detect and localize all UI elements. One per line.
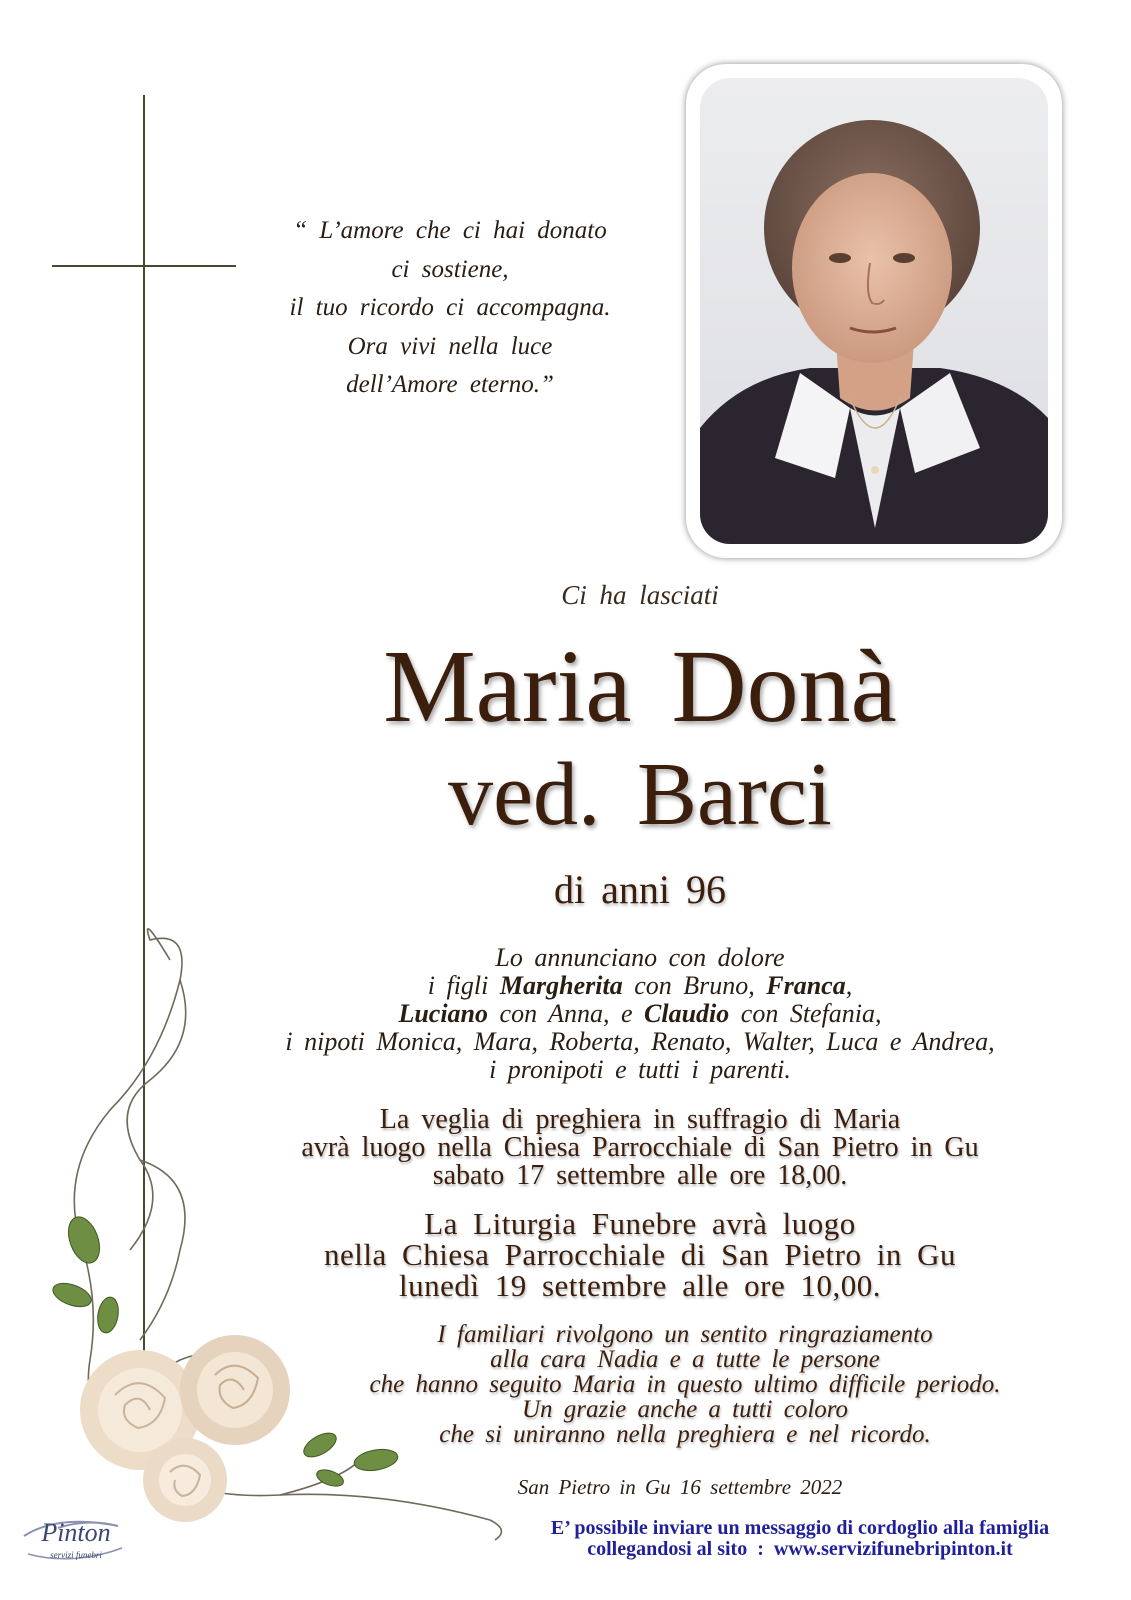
funeral-line: La Liturgia Funebre avrà luogo <box>424 1206 856 1241</box>
announcement-line: Lo annunciano con dolore <box>495 943 785 972</box>
deceased-surname-married: ved. Barci <box>448 745 832 844</box>
child-name: Franca <box>766 971 846 1000</box>
child-name: Margherita <box>499 971 623 1000</box>
quote-line: Ora vivi nella luce <box>347 332 553 360</box>
logo-name: Pinton <box>41 1518 111 1547</box>
vigil-line: La veglia di preghiera in suffragio di Maria <box>379 1104 901 1135</box>
quote-line: ci sostiene, <box>391 255 509 283</box>
funeral-line: nella Chiesa Parrocchiale di San Pietro in Gu <box>324 1237 956 1272</box>
footer-line: E’ possibile inviare un messaggio di cordoglio alla famiglia <box>550 1517 1050 1539</box>
text: con Anna, e <box>488 999 645 1028</box>
announcement-line: i nipoti Monica, Mara, Roberta, Renato, Walter, Luca e Andrea, <box>285 1027 995 1056</box>
announcement-line: i pronipoti e tutti i parenti. <box>489 1055 791 1084</box>
thanks-line: che si uniranno nella preghiera e nel ricordo. <box>439 1421 931 1448</box>
child-name: Claudio <box>644 999 730 1028</box>
portrait-image <box>700 78 1048 544</box>
intro-text: Ci ha lasciati <box>561 580 719 610</box>
text: , <box>845 971 853 1000</box>
place-and-date: San Pietro in Gu 16 settembre 2022 <box>517 1475 843 1499</box>
roses-decoration-icon <box>20 920 540 1600</box>
quote-line: dell’Amore eterno.” <box>346 371 554 398</box>
portrait-photo <box>700 78 1048 544</box>
text: con Bruno, <box>622 971 767 1000</box>
deceased-age: di anni 96 <box>554 867 726 912</box>
quote-line: “ L’amore che ci hai donato <box>293 217 607 244</box>
quote-line: il tuo ricordo ci accompagna. <box>289 294 611 321</box>
vigil-line: avrà luogo nella Chiesa Parrocchiale di San Pietro in Gu <box>301 1132 979 1163</box>
roses-decoration-icon <box>20 920 540 1600</box>
child-name: Luciano <box>398 999 489 1028</box>
text: i figli <box>427 971 500 1000</box>
footer-website-link[interactable]: collegandosi al sito : www.servizifunebripinton.it <box>587 1538 1013 1560</box>
cross-icon-horizontal <box>52 265 236 267</box>
thanks-line: Un grazie anche a tutti coloro <box>521 1396 849 1423</box>
text: con Stefania, <box>729 999 882 1028</box>
deceased-name: Maria Donà <box>383 629 897 744</box>
logo-subtitle: servizi funebri <box>50 1550 102 1560</box>
condolence-footer <box>520 1518 1080 1560</box>
vigil-line: sabato 17 settembre alle ore 18,00. <box>432 1160 848 1191</box>
funeral-line: lunedì 19 settembre alle ore 10,00. <box>398 1268 882 1303</box>
memorial-quote <box>240 212 660 405</box>
thanks-line: I familiari rivolgono un sentito ringraziamento <box>437 1321 933 1348</box>
thanks-line: alla cara Nadia e a tutte le persone <box>490 1346 880 1373</box>
thanks-line: che hanno seguito Maria in questo ultimo difficile periodo. <box>369 1371 1001 1398</box>
